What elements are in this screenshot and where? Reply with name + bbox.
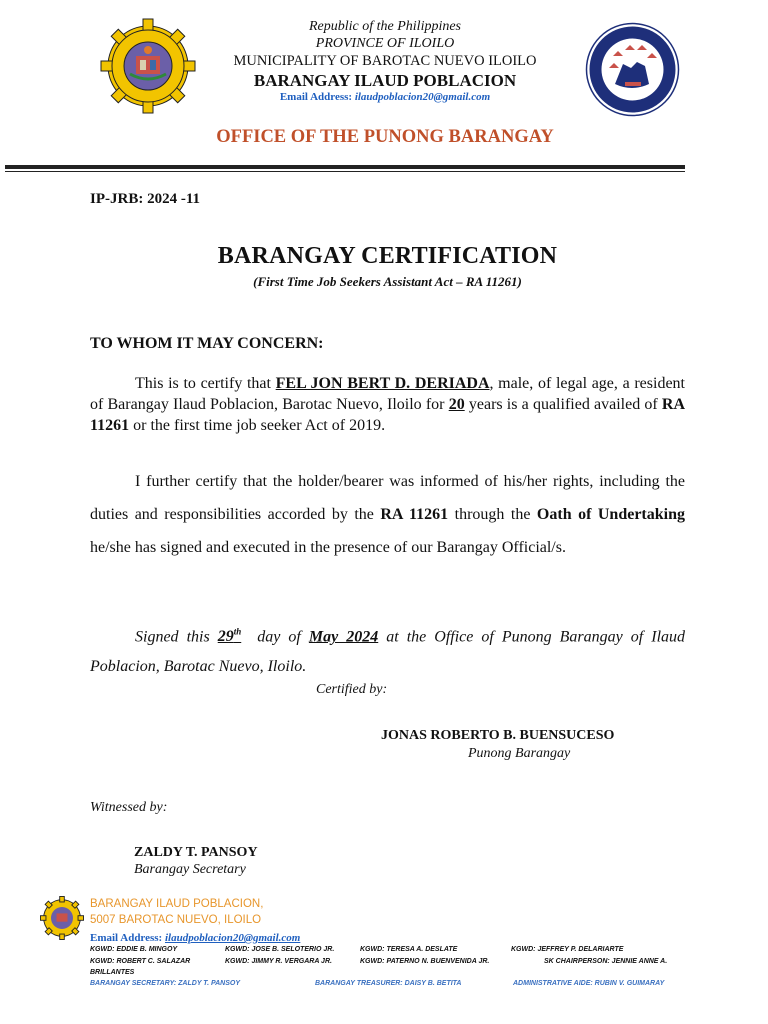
office-title: OFFICE OF THE PUNONG BARANGAY	[216, 127, 554, 147]
header-divider	[5, 165, 685, 169]
sk-chairperson-surname: BRILLANTES	[90, 969, 135, 976]
witness-name: ZALDY T. PANSOY	[134, 845, 258, 860]
para1-text: or the first time job seeker Act of 2019.	[129, 417, 386, 434]
footer-admin-aide: ADMINISTRATIVE AIDE: RUBIN V. GUIMARAY	[513, 980, 665, 987]
oath-of-undertaking: Oath of Undertaking	[536, 506, 685, 523]
para3-text: at the Office of Punong Barangay of Ilaud Poblacion, Barotac Nuevo, Iloilo.	[90, 628, 686, 676]
para1-text: This is to certify that	[135, 375, 276, 392]
header-province: PROVINCE OF ILOILO	[315, 36, 455, 51]
header-republic: Republic of the Philippines	[308, 19, 462, 34]
signer-name: JONAS ROBERTO B. BUENSUCESO	[381, 728, 615, 743]
signer-title: Punong Barangay	[468, 746, 571, 761]
signing-day-suffix: th	[233, 627, 242, 637]
footer-seal-logo	[40, 896, 84, 940]
kagawad-name: KGWD: PATERNO N. BUENVENIDA JR.	[360, 958, 490, 965]
para3-text: Signed this	[135, 628, 218, 646]
kagawad-name: KGWD: JEFFREY P. DELARIARTE	[511, 946, 624, 953]
kagawad-name: KGWD: EDDIE B. MINGOY	[90, 946, 178, 953]
footer-email	[90, 932, 300, 944]
signing-day-number: 29	[217, 628, 234, 646]
header-email	[200, 91, 570, 103]
sk-chairperson: SK CHAIRPERSON: JENNIE ANNE A.	[544, 958, 668, 965]
para1-text: years is a qualified availed of	[464, 396, 662, 413]
salutation: TO WHOM IT MAY CONCERN:	[90, 335, 324, 352]
kagawad-name: KGWD: ROBERT C. SALAZAR	[90, 958, 191, 965]
signing-month: May 2024	[308, 628, 379, 646]
certification-paragraph-2	[90, 465, 685, 564]
document-subtitle: (First Time Job Seekers Assistant Act – RA 11261)	[253, 274, 522, 289]
residency-years: 20	[448, 396, 465, 413]
header-municipality: MUNICIPALITY OF BAROTAC NUEVO ILOILO	[233, 53, 537, 69]
para2-text: through the	[448, 506, 537, 523]
kagawad-name: KGWD: JIMMY R. VERGARA JR.	[225, 958, 332, 965]
kagawad-name: KGWD: TERESA A. DESLATE	[360, 946, 458, 953]
recipient-name: FEL JON BERT D. DERIADA	[275, 375, 490, 392]
certification-paragraph-1	[90, 373, 685, 436]
ra-number: RA 11261	[380, 506, 449, 523]
footer-email-label: Email Address:	[90, 932, 163, 944]
liga-ng-mga-barangay-seal-logo	[585, 22, 680, 117]
footer-address-line-2: 5007 BAROTAC NUEVO, ILOILO	[90, 914, 262, 926]
para2-text: he/she has signed and executed in the presence of our Barangay Official/s.	[90, 539, 566, 556]
header-barangay: BARANGAY ILAUD POBLACION	[253, 71, 517, 90]
document-title: BARANGAY CERTIFICATION	[217, 243, 558, 269]
header-email-value[interactable]: ilaudpoblacion20@gmail.com	[354, 91, 491, 103]
certified-by-label: Certified by:	[316, 682, 388, 697]
footer-secretary: BARANGAY SECRETARY: ZALDY T. PANSOY	[90, 980, 240, 987]
para3-text: day of	[241, 628, 309, 646]
signing-paragraph	[90, 617, 685, 682]
header-divider-thin	[5, 171, 685, 172]
header-email-label: Email Address:	[279, 91, 353, 103]
reference-number: IP-JRB: 2024 -11	[90, 191, 200, 207]
barangay-seal-logo	[100, 18, 196, 114]
footer-treasurer: BARANGAY TREASURER: DAISY B. BETITA	[315, 980, 462, 987]
para2-text: I further certify that the holder/bearer was informed of his/her rights, including the duties and responsibilities accorded by the	[90, 473, 685, 523]
para1-text: , male, of legal age, a resident of Barangay Ilaud Poblacion, Barotac Nuevo, Iloilo for	[90, 375, 685, 413]
signing-day	[218, 628, 242, 645]
ra-number: RA 11261	[90, 396, 685, 434]
footer-email-link[interactable]: ilaudpoblacion20@gmail.com	[164, 932, 301, 944]
witness-title: Barangay Secretary	[134, 862, 246, 877]
footer-address-line-1: BARANGAY ILAUD POBLACION,	[90, 898, 264, 910]
witnessed-by-label: Witnessed by:	[90, 800, 168, 815]
kagawad-name: KGWD: JOSE B. SELOTERIO JR.	[225, 946, 335, 953]
